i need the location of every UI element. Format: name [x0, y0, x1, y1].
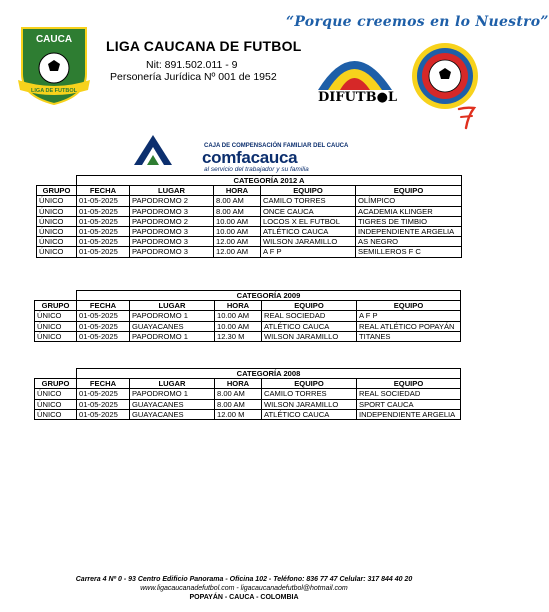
- table-cell: CAMILO TORRES: [262, 389, 357, 399]
- table-cell: PAPODROMO 1: [130, 311, 215, 321]
- table-cell: 8.00 AM: [215, 389, 262, 399]
- table-cell: PAPODROMO 2: [130, 196, 214, 206]
- table-cell: ÚNICO: [37, 196, 77, 206]
- table-cell: ÚNICO: [37, 227, 77, 237]
- table-title-spacer: [35, 369, 77, 379]
- sponsor-name: comfacauca: [202, 148, 298, 167]
- table-cell: 01-05-2025: [77, 321, 130, 331]
- table-cell: 01-05-2025: [77, 247, 130, 257]
- table-cell: PAPODROMO 3: [130, 237, 214, 247]
- table-cell: ÚNICO: [35, 399, 77, 409]
- table-cell: SEMILLEROS F C: [356, 247, 462, 257]
- table-cell: LOCOS X EL FUTBOL: [261, 216, 356, 226]
- table-cell: 01-05-2025: [77, 389, 130, 399]
- table-cell: ÚNICO: [35, 409, 77, 419]
- table-row: [35, 331, 461, 341]
- table-cell: ATLÉTICO CAUCA: [261, 227, 356, 237]
- column-header: EQUIPO: [357, 301, 461, 311]
- table-row: [37, 206, 462, 216]
- category-title: CATEGORÍA 2009: [77, 291, 461, 301]
- table-cell: 8.00 AM: [214, 206, 261, 216]
- table-cell: 12.00 AM: [214, 247, 261, 257]
- column-header: LUGAR: [130, 301, 215, 311]
- table-cell: 10.00 AM: [215, 321, 262, 331]
- category-title: CATEGORÍA 2012 A: [77, 176, 462, 186]
- column-header: FECHA: [77, 186, 130, 196]
- table-cell: ATLÉTICO CAUCA: [262, 409, 357, 419]
- table-cell: REAL ATLÉTICO POPAYÁN: [357, 321, 461, 331]
- table-cell: WILSON JARAMILLO: [261, 237, 356, 247]
- table-cell: INDEPENDIENTE ARGELIA: [357, 409, 461, 419]
- table-cell: 01-05-2025: [77, 216, 130, 226]
- table-cell: ÚNICO: [35, 321, 77, 331]
- column-header: FECHA: [77, 301, 130, 311]
- league-title: LIGA CAUCANA DE FUTBOL: [106, 38, 302, 54]
- table-cell: 12.00 AM: [214, 237, 261, 247]
- table-row: [37, 237, 462, 247]
- column-header: EQUIPO: [262, 379, 357, 389]
- table-cell: WILSON JARAMILLO: [262, 331, 357, 341]
- table-cell: ÚNICO: [35, 331, 77, 341]
- table-cell: WILSON JARAMILLO: [262, 399, 357, 409]
- table-cell: 01-05-2025: [77, 206, 130, 216]
- table-cell: 01-05-2025: [77, 196, 130, 206]
- table-cell: ÚNICO: [37, 237, 77, 247]
- category-table: [34, 290, 461, 342]
- table-cell: 01-05-2025: [77, 227, 130, 237]
- column-header: FECHA: [77, 379, 130, 389]
- column-header: LUGAR: [130, 379, 215, 389]
- table-cell: GUAYACANES: [130, 321, 215, 331]
- table-cell: 12.30 M: [215, 331, 262, 341]
- table-cell: ÚNICO: [35, 311, 77, 321]
- sponsor-tagline: al servicio del trabajador y su familia: [204, 166, 309, 173]
- table-cell: PAPODROMO 2: [130, 216, 214, 226]
- table-cell: PAPODROMO 1: [130, 389, 215, 399]
- table-cell: OLÍMPICO: [356, 196, 462, 206]
- table-cell: A F P: [261, 247, 356, 257]
- table-row: [37, 247, 462, 257]
- table-title-spacer: [35, 291, 77, 301]
- table-cell: 10.00 AM: [214, 216, 261, 226]
- column-header: EQUIPO: [262, 301, 357, 311]
- column-header: EQUIPO: [357, 379, 461, 389]
- table-cell: ONCE CAUCA: [261, 206, 356, 216]
- category-table: [34, 368, 461, 420]
- table-cell: 01-05-2025: [77, 399, 130, 409]
- sponsor-caja-line: CAJA DE COMPENSACIÓN FAMILIAR DEL CAUCA: [204, 143, 349, 149]
- table-cell: 12.00 M: [215, 409, 262, 419]
- table-cell: TIGRES DE TIMBIO: [356, 216, 462, 226]
- table-row: [35, 389, 461, 399]
- colombian-federation-badge: [410, 40, 480, 112]
- column-header: HORA: [215, 301, 262, 311]
- table-title-spacer: [37, 176, 77, 186]
- table-cell: SPORT CAUCA: [357, 399, 461, 409]
- table-cell: 01-05-2025: [77, 409, 130, 419]
- difutbol-logo-art: [314, 42, 396, 92]
- slogan: “Porque creemos en lo Nuestro”: [286, 14, 549, 30]
- table-cell: REAL SOCIEDAD: [262, 311, 357, 321]
- shield-text-bottom: LIGA DE FUTBOL: [31, 88, 77, 94]
- table-cell: 10.00 AM: [214, 227, 261, 237]
- handwritten-number-mark: [456, 104, 478, 132]
- table-cell: 8.00 AM: [215, 399, 262, 409]
- table-cell: PAPODROMO 3: [130, 206, 214, 216]
- table-cell: GUAYACANES: [130, 409, 215, 419]
- column-header: GRUPO: [37, 186, 77, 196]
- footer-address: Carrera 4 Nº 0 - 93 Centro Edificio Panorama - Oficina 102 - Teléfono: 836 77 47 Celular: 317 844 40 20: [75, 576, 413, 583]
- table-cell: CAMILO TORRES: [261, 196, 356, 206]
- category-title: CATEGORÍA 2008: [77, 369, 461, 379]
- table-cell: ATLÉTICO CAUCA: [262, 321, 357, 331]
- table-cell: ÚNICO: [37, 247, 77, 257]
- table-cell: ÚNICO: [35, 389, 77, 399]
- table-cell: ÚNICO: [37, 206, 77, 216]
- table-cell: 10.00 AM: [215, 311, 262, 321]
- shield-text-top: CAUCA: [35, 34, 73, 45]
- table-cell: 01-05-2025: [77, 331, 130, 341]
- difutbol-text: DIFUTB●L: [318, 90, 398, 105]
- column-header: HORA: [215, 379, 262, 389]
- comfacauca-logo-icon: [132, 133, 174, 167]
- table-cell: ÚNICO: [37, 216, 77, 226]
- table-cell: TITANES: [357, 331, 461, 341]
- table-cell: ACADEMIA KLINGER: [356, 206, 462, 216]
- table-row: [37, 227, 462, 237]
- footer-web: www.ligacaucanadefutbol.com - ligacaucanadefutbol@hotmail.com: [140, 585, 348, 592]
- table-row: [37, 196, 462, 206]
- table-cell: PAPODROMO 3: [130, 227, 214, 237]
- category-table: [36, 175, 462, 258]
- table-cell: PAPODROMO 3: [130, 247, 214, 257]
- table-row: [35, 409, 461, 419]
- table-row: [35, 311, 461, 321]
- table-cell: AS NEGRO: [356, 237, 462, 247]
- table-cell: INDEPENDIENTE ARGELIA: [356, 227, 462, 237]
- table-row: [35, 321, 461, 331]
- table-cell: 01-05-2025: [77, 237, 130, 247]
- footer-city: POPAYÁN - CAUCA - COLOMBIA: [189, 594, 299, 601]
- liga-shield-logo: [16, 22, 92, 106]
- table-cell: REAL SOCIEDAD: [357, 389, 461, 399]
- table-cell: 01-05-2025: [77, 311, 130, 321]
- table-row: [37, 216, 462, 226]
- table-cell: A F P: [357, 311, 461, 321]
- nit-number: Nit: 891.502.011 - 9: [146, 59, 238, 71]
- column-header: HORA: [214, 186, 261, 196]
- table-cell: PAPODROMO 1: [130, 331, 215, 341]
- table-row: [35, 399, 461, 409]
- legal-registration: Personería Jurídica Nº 001 de 1952: [110, 71, 277, 83]
- column-header: GRUPO: [35, 301, 77, 311]
- table-cell: 8.00 AM: [214, 196, 261, 206]
- column-header: LUGAR: [130, 186, 214, 196]
- column-header: EQUIPO: [356, 186, 462, 196]
- table-cell: GUAYACANES: [130, 399, 215, 409]
- column-header: GRUPO: [35, 379, 77, 389]
- column-header: EQUIPO: [261, 186, 356, 196]
